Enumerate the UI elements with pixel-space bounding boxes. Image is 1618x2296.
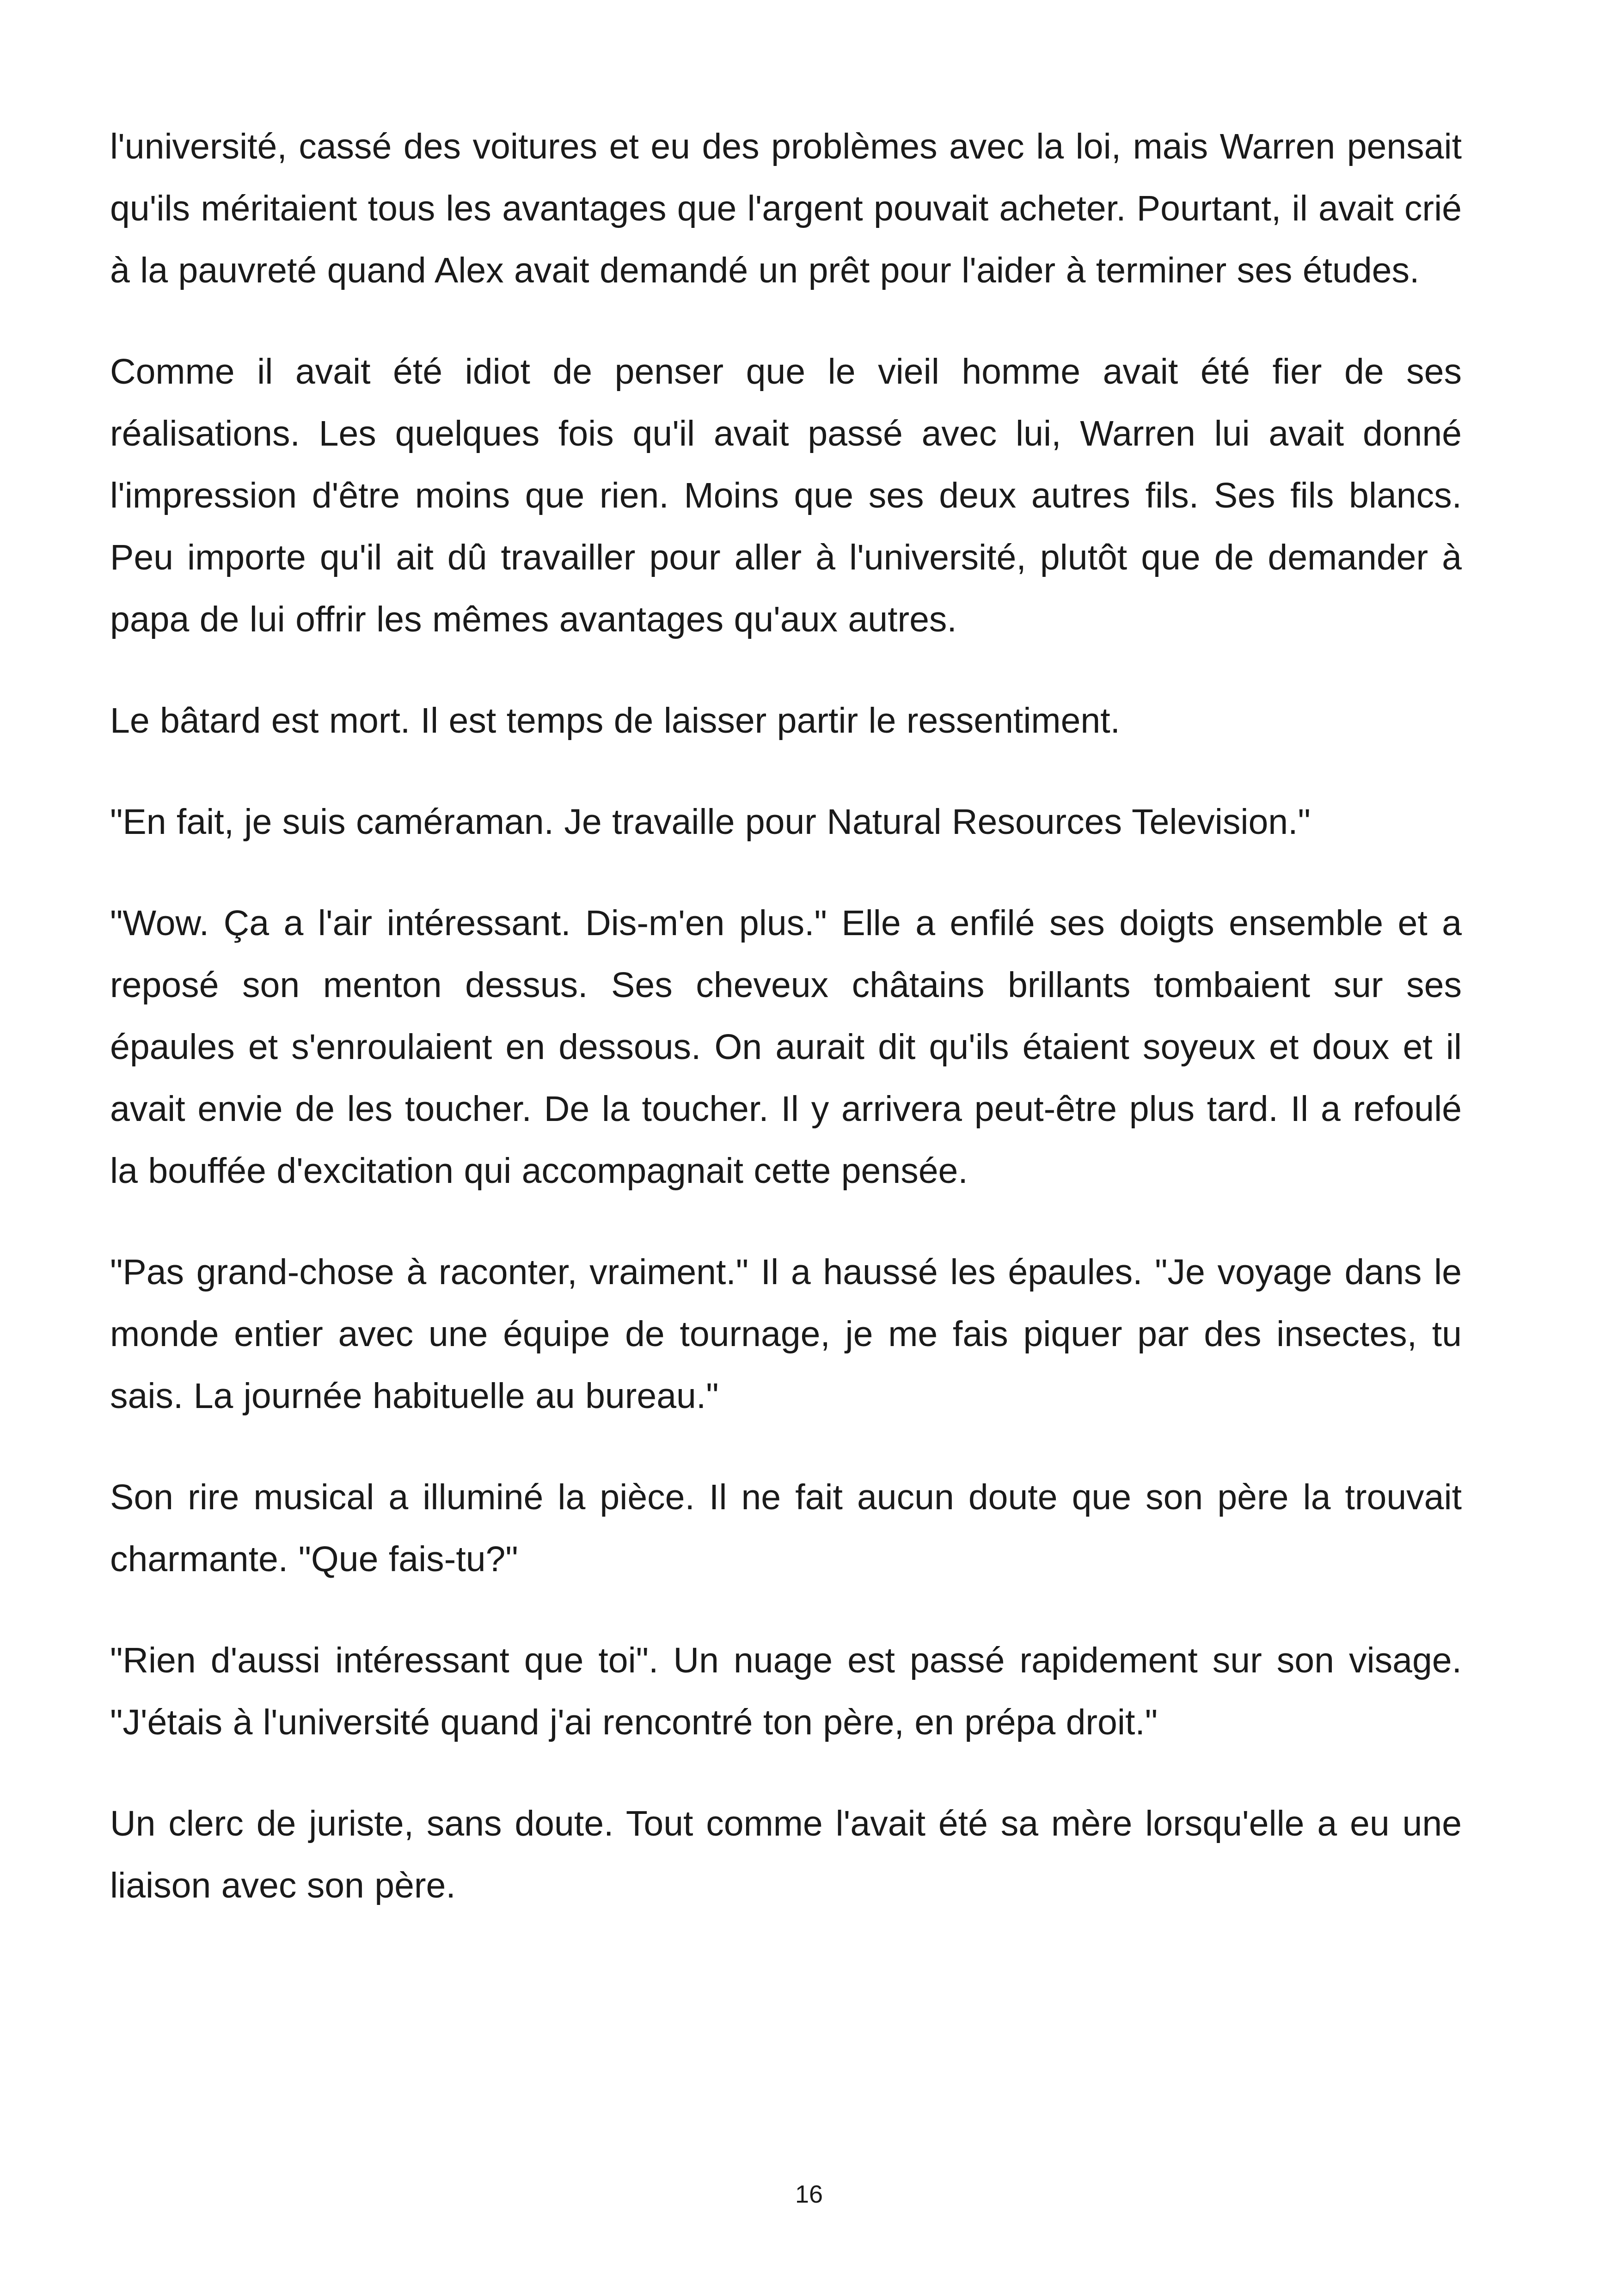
paragraph-5: "Wow. Ça a l'air intéressant. Dis-m'en plus." Elle a enfilé ses doigts ensemble et a reposé son menton dessus. Ses cheveux châtains brillants tombaient sur ses épaules et s'enroulaient en dessous. On aurait dit qu'ils étaient soyeux et doux et il avait envie de les toucher. De la toucher. Il y arrivera peut-être plus tard. Il a refoulé la bouffée d'excitation qui accompagnait cette pensée. [110, 903, 1462, 1191]
page-number: 16 [795, 2180, 823, 2208]
paragraph-7: Son rire musical a illuminé la pièce. Il ne fait aucun doute que son père la trouvait charmante. "Que fais-tu?" [110, 1477, 1462, 1579]
paragraph-9: Un clerc de juriste, sans doute. Tout comme l'avait été sa mère lorsqu'elle a eu une liaison avec son père. [110, 1804, 1462, 1905]
paragraph-2: Comme il avait été idiot de penser que le vieil homme avait été fier de ses réalisations. Les quelques fois qu'il avait passé avec lui, Warren lui avait donné l'impression d'être moins que rien. Moins que ses deux autres fils. Ses fils blancs. Peu importe qu'il ait dû travailler pour aller à l'université, plutôt que de demander à papa de lui offrir les mêmes avantages qu'aux autres. [110, 352, 1462, 639]
paragraph-6: "Pas grand-chose à raconter, vraiment." Il a haussé les épaules. "Je voyage dans le monde entier avec une équipe de tournage, je me fais piquer par des insectes, tu sais. La journée habituelle au bureau." [110, 1252, 1462, 1416]
paragraph-4: "En fait, je suis caméraman. Je travaille pour Natural Resources Television." [110, 802, 1311, 842]
body-text [110, 116, 1462, 1956]
paragraph-8: "Rien d'aussi intéressant que toi". Un nuage est passé rapidement sur son visage. "J'étais à l'université quand j'ai rencontré ton père, en prépa droit." [110, 1641, 1462, 1742]
paragraph-1: l'université, cassé des voitures et eu des problèmes avec la loi, mais Warren pensait qu'ils méritaient tous les avantages que l'argent pouvait acheter. Pourtant, il avait crié à la pauvreté quand Alex avait demandé un prêt pour l'aider à terminer ses études. [110, 127, 1462, 290]
paragraph-3: Le bâtard est mort. Il est temps de laisser partir le ressentiment. [110, 701, 1121, 741]
